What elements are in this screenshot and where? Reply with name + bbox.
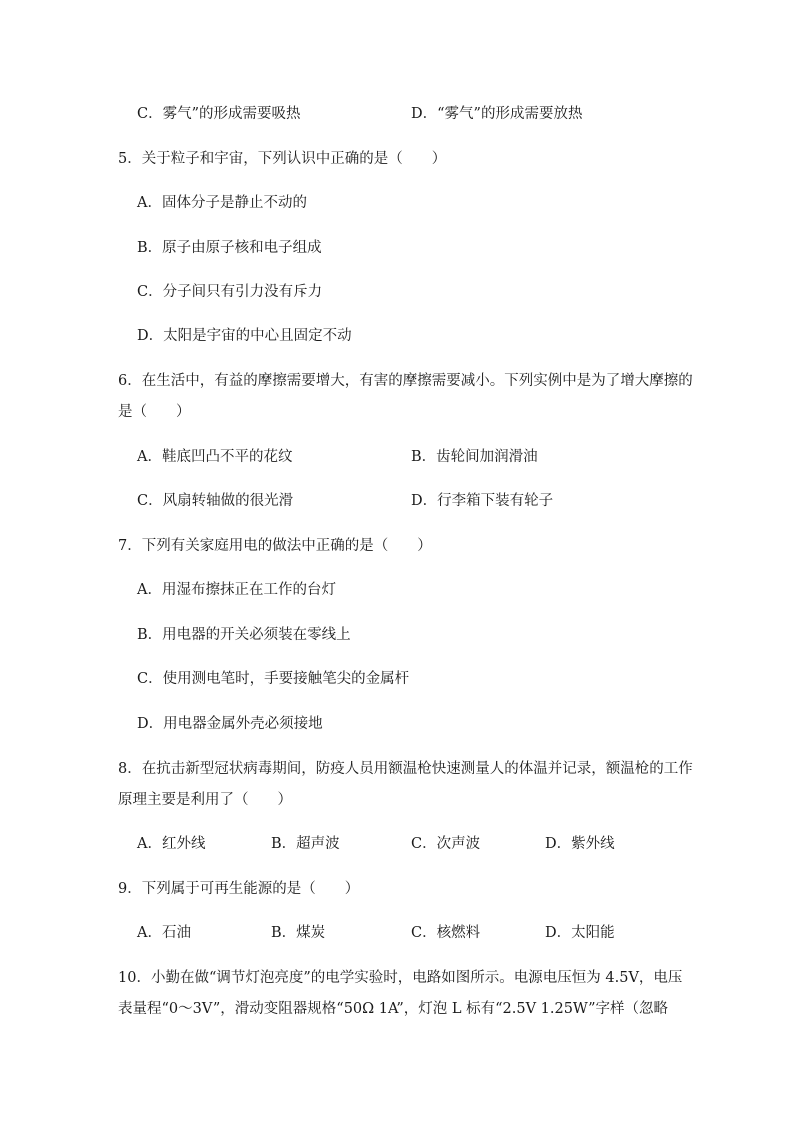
q7-option-d: D．用电器金属外壳必须接地 bbox=[137, 716, 323, 732]
q7-option-b: B．用电器的开关必须装在零线上 bbox=[137, 627, 351, 643]
q6-option-d: D．行李箱下装有轮子 bbox=[411, 493, 554, 509]
question-8: 8．在抗击新型冠状病毒期间，防疫人员用额温枪快速测量人的体温并记录，额温枪的工作 bbox=[118, 761, 693, 777]
option-d: D．“雾气”的形成需要放热 bbox=[411, 106, 583, 122]
question-5: 5．关于粒子和宇宙，下列认识中正确的是（ ） bbox=[118, 151, 447, 167]
q6-option-a: A．鞋底凹凸不平的花纹 bbox=[137, 449, 293, 465]
q5-option-d: D．太阳是宇宙的中心且固定不动 bbox=[137, 328, 352, 344]
question-6-cont: 是（ ） bbox=[118, 404, 191, 420]
q9-option-c: C．核燃料 bbox=[411, 925, 481, 941]
q8-option-c: C．次声波 bbox=[411, 836, 481, 852]
question-7: 7．下列有关家庭用电的做法中正确的是（ ） bbox=[118, 538, 432, 554]
question-6: 6．在生活中，有益的摩擦需要增大，有害的摩擦需要减小。下列实例中是为了增大摩擦的 bbox=[118, 373, 693, 389]
option-c: C．雾气”的形成需要吸热 bbox=[137, 106, 301, 122]
question-8-cont: 原理主要是利用了（ ） bbox=[118, 792, 292, 808]
q8-option-d: D．紫外线 bbox=[545, 836, 615, 852]
q8-option-a: A．红外线 bbox=[137, 836, 206, 852]
question-10-cont: 表量程“0～3V”，滑动变阻器规格“50Ω 1A”，灯泡 L 标有“2.5V 1.25W”字样（忽略 bbox=[118, 1001, 669, 1017]
q9-option-a: A．石油 bbox=[137, 925, 191, 941]
q6-option-b: B．齿轮间加润滑油 bbox=[411, 449, 538, 465]
q6-option-c: C．风扇转轴做的很光滑 bbox=[137, 493, 294, 509]
q9-option-b: B．煤炭 bbox=[271, 925, 326, 941]
q5-option-c: C．分子间只有引力没有斥力 bbox=[137, 284, 323, 300]
q7-option-c: C．使用测电笔时，手要接触笔尖的金属杆 bbox=[137, 671, 410, 687]
q7-option-a: A．用湿布擦抹正在工作的台灯 bbox=[137, 582, 336, 598]
q5-option-a: A．固体分子是静止不动的 bbox=[137, 195, 307, 211]
q5-option-b: B．原子由原子核和电子组成 bbox=[137, 240, 322, 256]
q8-option-b: B．超声波 bbox=[271, 836, 340, 852]
question-10: 10．小勤在做“调节灯泡亮度”的电学实验时，电路如图所示。电源电压恒为 4.5V，电压 bbox=[118, 970, 683, 986]
q9-option-d: D．太阳能 bbox=[545, 925, 615, 941]
question-9: 9．下列属于可再生能源的是（ ） bbox=[118, 881, 360, 897]
